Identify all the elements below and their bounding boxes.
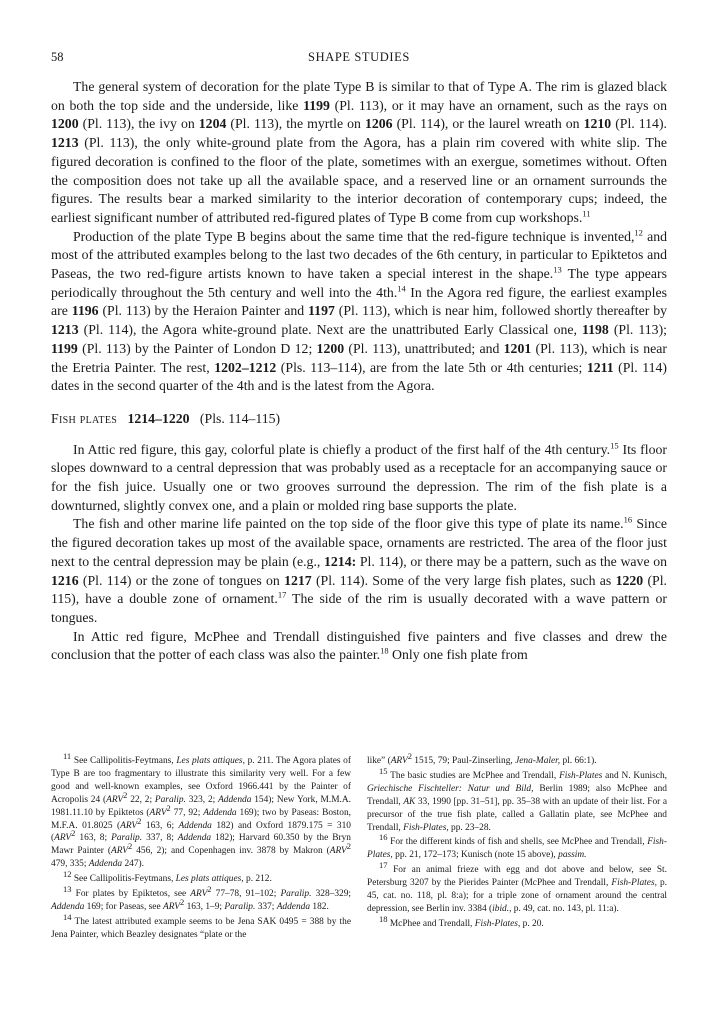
catalog-ref: 1199 [303, 97, 330, 113]
catalog-ref: 1196 [71, 303, 99, 319]
catalog-ref: 1210 [583, 116, 612, 132]
footnote-ref: 16 [623, 514, 633, 525]
catalog-ref: 1201 [503, 340, 532, 356]
catalog-ref: 1206 [364, 116, 393, 132]
footnote-12: $^{12}$ See Callipolitis-Feytmans, Les plats attiques, p. 212. [63, 869, 272, 885]
catalog-ref: 1200 [316, 340, 345, 356]
paragraph-fish-plates-decoration: The fish and other marine life painted on the top side of the floor give this type of plate its name.$^{16}$ Since the figured decoration takes up most of the available space, ornaments are restricted. The area of the floor just next to the central depression may be plain (e.g., 1214: Pl. 114), or there may be a pattern, such as the wave on 1216 (Pl. 114) or the zone of tongues on 1217 (Pl. 114). Some of the very large fish plates, such as 1220 (Pl. 115), have a double zone of ornament.$^{17}$ The side of the rim is usually decorated with a wave pattern or tongues. [51, 514, 668, 625]
paragraph-type-b-production: Production of the plate Type B begins about the same time that the red-figure technique is invented,$^{12}$ and most of the attributed examples belong to the last two decades of the 6th century, in particular to Epiktetos and Paseas, the two red-figure artists known to have taken a special interest in the shape.$^{13}$ The type appears periodically throughout the 5th century and well into the 4th.$^{14}$ In the Agora red figure, the earliest examples are 1196 (Pl. 113) by the Heraion Painter and 1197 (Pl. 113), which is near him, followed shortly thereafter by 1213 (Pl. 114), the Agora white-ground plate. Next are the unattributed Early Classical one, 1198 (Pl. 113); 1199 (Pl. 113) by the Painter of London D 12; 1200 (Pl. 113), unattributed; and 1201 (Pl. 113), which is near the Eretria Painter. The rest, 1202–1212 (Pls. 113–114), are from the late 5th or 4th centuries; 1211 (Pl. 114) dates in the second quarter of the 4th and is the latest from the Agora. [51, 227, 668, 394]
paragraph-fish-plates-intro: In Attic red figure, this gay, colorful plate is chiefly a product of the first half of the 4th century.$^{15}$ Its floor slopes downward to a central depression that was probably used as a receptacle for an accompanying sauce or for the fish juice. Usually one or two grooves surround the depression. The rim of the fish plate is a downturned, slightly convex one, and a plain or molded ring base supports the plate. [51, 440, 667, 513]
catalog-ref: 1214: [324, 553, 357, 569]
catalog-ref: 1200 [51, 116, 79, 132]
footnote-18: $^{18}$ McPhee and Trendall, Fish-Plates, p. 20. [379, 913, 544, 929]
section-heading-fish-plates [51, 410, 667, 429]
footnote-ref: 12 [634, 227, 643, 238]
section-range: 1214–1220 [127, 410, 190, 426]
catalog-ref: 1220 [615, 572, 644, 588]
footnote-11: $^{11}$ See Callipolitis-Feytmans, Les plats attiques, p. 211. The Agora plates of Type B are too fragmentary to illustrate this similarity very well. For a few good and well-known examples, see Oxford 1966.441 by the Painter of Acropolis 24 (ARV$^2$ 22, 2; Paralip. 323, 2; Addenda 154); New York, M.M.A. 1981.11.10 by Epiktetos (ARV$^2$ 77, 92; Addenda 169); two by Paseas: Boston, M.F.A. 01.8025 (ARV$^2$ 163, 6; Addenda 182) and Oxford 1879.175 = 310 (ARV$^2$ 163, 8; Paralip. 337, 8; Addenda 182); Harvard 60.350 by the Bryn Mawr Painter (ARV$^2$ 456, 2); and Copenhagen inv. 3878 by Makron (ARV$^2$ 479, 335; Addenda 247). [51, 750, 351, 870]
running-title: SHAPE STUDIES [308, 50, 410, 64]
catalog-ref: 1202–1212 [214, 359, 277, 375]
catalog-ref: 1204 [198, 116, 227, 132]
catalog-ref: 1216 [51, 572, 79, 588]
footnote-ref: 11 [582, 208, 591, 219]
footnote-17: $^{17}$ For an animal frieze with egg and dot above and below, see St. Petersburg 3207 by the Pierides Painter (McPhee and Trendall, Fish-Plates, p. 45, cat. no. 118, pl. 8:a); for a triple zone of ornament around the central depression, see Berlin inv. 3384 (ibid., p. 49, cat. no. 143, pl. 11:a). [367, 860, 667, 914]
footnote-15: $^{15}$ The basic studies are McPhee and Trendall, Fish-Plates and N. Kunisch, Griechische Fischteller: Natur und Bild, Berlin 1989; also McPhee and Trendall, AK 33, 1990 [pp. 31–51], pp. 35–38 with an update of their list. For a precursor of the true fish plate, called a Gallatin plate, see McPhee and Trendall, Fish-Plates, pp. 23–28. [367, 765, 667, 833]
footnote-ref: 13 [553, 264, 562, 275]
catalog-ref: 1213 [51, 135, 79, 151]
footnotes-right-column [367, 750, 667, 944]
catalog-ref: 1213 [51, 322, 79, 338]
footnote-ref: 17 [277, 589, 287, 600]
section-title: Fish plates [51, 410, 118, 426]
footnotes-left-column [51, 750, 352, 944]
paragraph-fish-plates-painters: In Attic red figure, McPhee and Trendall distinguished five painters and five classes and drew the conclusion that the potter of each class was also the painter.$^{18}$ Only one fish plate from [51, 628, 667, 663]
catalog-ref: 1217 [284, 572, 312, 588]
footnote-13: $^{13}$ For plates by Epiktetos, see ARV$^2$ 77–78, 91–102; Paralip. 328–329; Addenda 169; for Paseas, see ARV$^2$ 163, 1–9; Paralip. 337; Addenda 182. [51, 883, 352, 912]
footnote-ref: 14 [397, 283, 406, 294]
page-number: 58 [51, 50, 64, 64]
section-plates: (Pls. 114–115) [199, 410, 281, 426]
footnotes [51, 750, 667, 944]
footnote-ref: 15 [610, 440, 619, 451]
footnote-ref: 18 [380, 645, 389, 656]
footnote-14: $^{14}$ The latest attributed example seems to be Jena SAK 0495 = 388 by the Jena Painter, which Beazley designates “plate or the [51, 911, 351, 940]
main-text [51, 78, 667, 665]
catalog-ref: 1198 [581, 322, 609, 338]
footnote-16: $^{16}$ For the different kinds of fish and shells, see McPhee and Trendall, Fish-Plates, pp. 21, 172–173; Kunisch (note 15 above), passim. [367, 832, 667, 861]
catalog-ref: 1211 [586, 359, 614, 375]
paragraph-type-b-decoration: The general system of decoration for the plate Type B is similar to that of Type A. The rim is glazed black on both the top side and the underside, like 1199 (Pl. 113), or it may have an ornament, such as the rays on 1200 (Pl. 113), the ivy on 1204 (Pl. 113), the myrtle on 1206 (Pl. 114), or the laurel wreath on 1210 (Pl. 114). 1213 (Pl. 113), the only white-ground plate from the Agora, has a plain rim covered with white slip. The figured decoration is confined to the floor of the plate, sometimes with an exergue, sometimes without. Often the composition does not take up all the available space, and a reserved line or an ornament surrounds the figures. The results bear a marked similarity to the interior decoration of contemporary cups; indeed, the earliest significant number of attributed red-figured plates of Type B come from cup workshops.$^{11}$ [51, 79, 667, 225]
running-header [51, 50, 667, 66]
catalog-ref: 1197 [308, 303, 335, 319]
footnote-14-continued: like” (ARV$^2$ 1515, 79; Paul-Zinserling, Jena-Maler, pl. 66:1). [367, 750, 597, 766]
catalog-ref: 1199 [51, 340, 78, 356]
